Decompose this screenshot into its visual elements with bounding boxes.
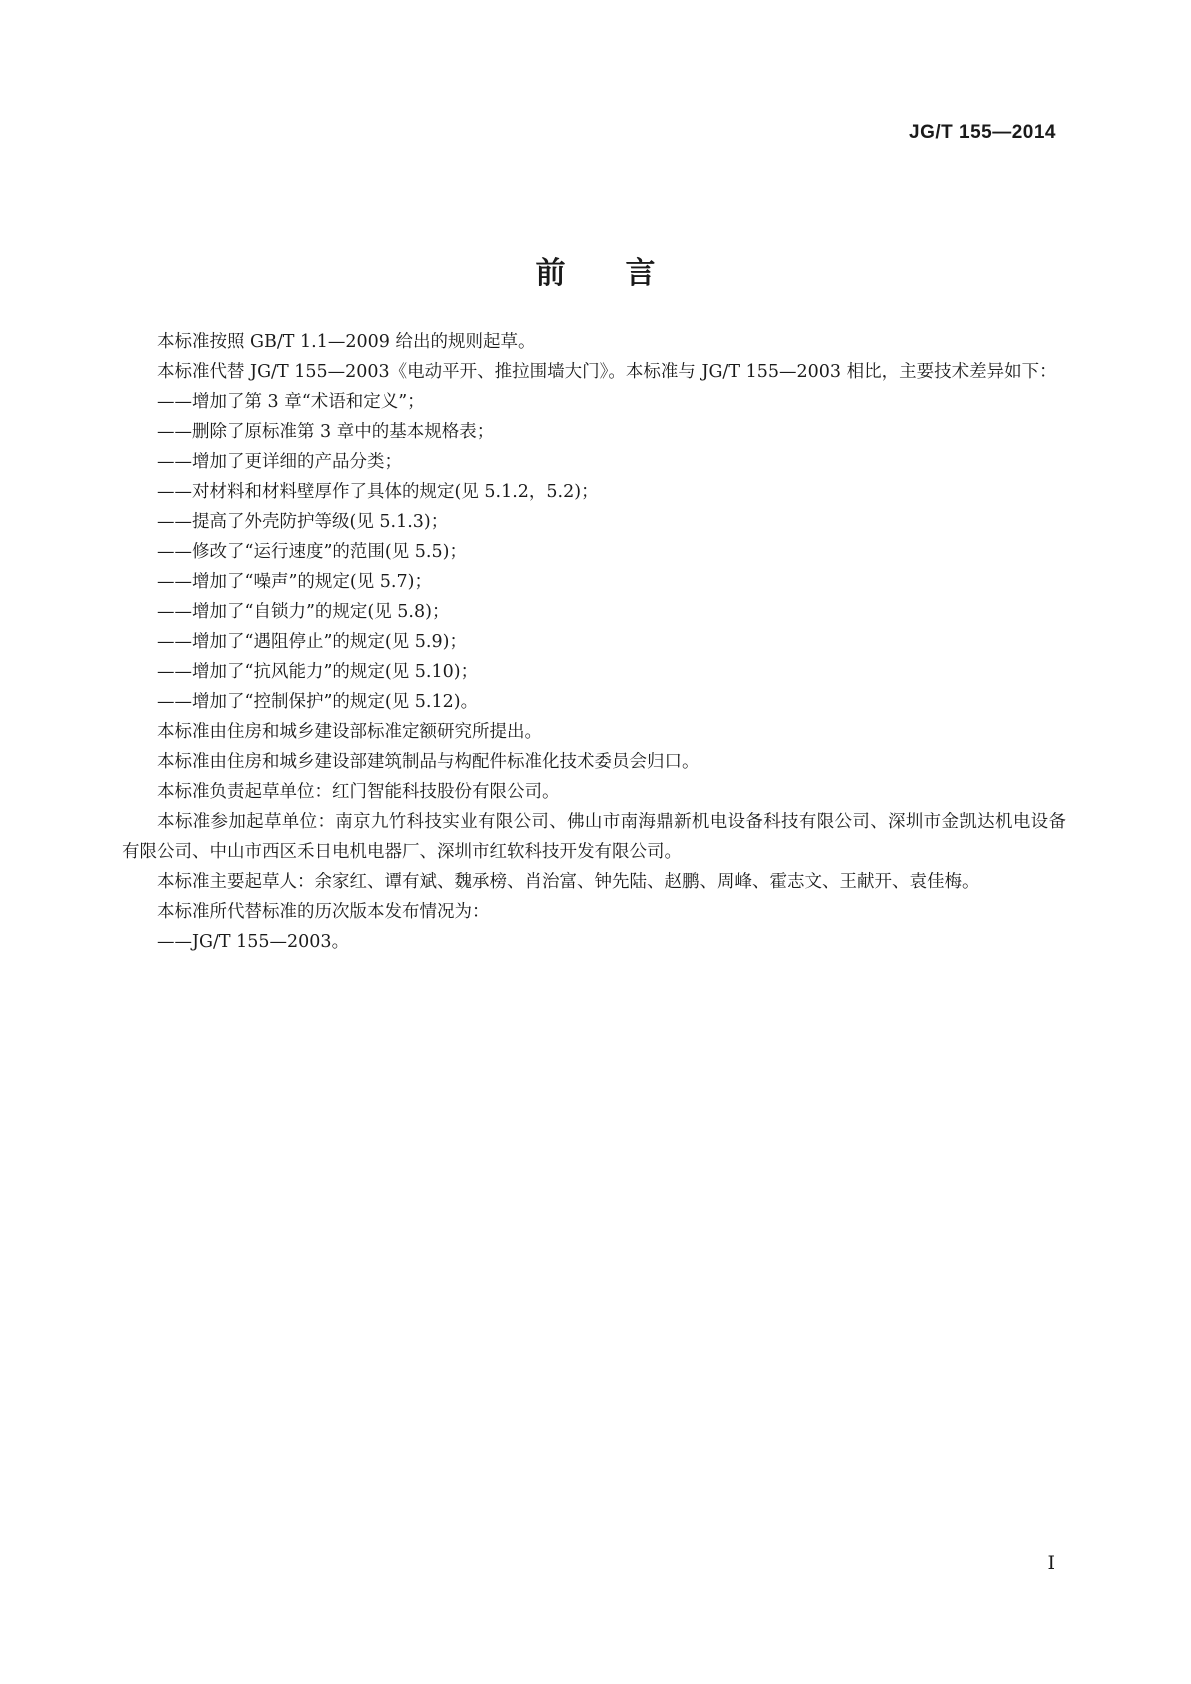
previous-version-item: ——JG/T 155—2003。 [157, 932, 350, 952]
standard-code: JG/T 155—2014 [909, 122, 1056, 143]
page-title: 前言 [535, 256, 716, 292]
paragraph-previous-versions-intro: 本标准所代替标准的历次版本发布情况为： [157, 902, 490, 922]
page-number: I [1047, 1552, 1055, 1574]
paragraph-participating-drafters: 本标准参加起草单位：南京九竹科技实业有限公司、佛山市南海鼎新机电设备科技有限公司、深圳市金凯达机电设备有限公司、中山市西区禾日电机电器厂、深圳市红软科技开发有限公司。 [122, 812, 1066, 862]
change-item: ——增加了“自锁力”的规定(见 5.8)； [157, 602, 450, 622]
change-item: ——增加了“遇阻停止”的规定(见 5.9)； [157, 632, 467, 652]
change-item: ——删除了原标准第 3 章中的基本规格表； [157, 422, 495, 442]
paragraph-lead-drafter: 本标准负责起草单位：红门智能科技股份有限公司。 [157, 782, 560, 802]
change-item: ——增加了更详细的产品分类； [157, 452, 402, 472]
change-item: ——对材料和材料壁厚作了具体的规定(见 5.1.2，5.2)； [157, 482, 599, 502]
change-item: ——增加了“控制保护”的规定(见 5.12)。 [157, 692, 479, 712]
paragraph-replacement: 本标准代替 JG/T 155—2003《电动平开、推拉围墙大门》。本标准与 JG/T 155—2003 相比，主要技术差异如下： [157, 362, 1057, 382]
paragraph-proposed-by: 本标准由住房和城乡建设部标准定额研究所提出。 [157, 722, 542, 742]
paragraph-managed-by: 本标准由住房和城乡建设部建筑制品与构配件标准化技术委员会归口。 [157, 752, 700, 772]
change-item: ——增加了“抗风能力”的规定(见 5.10)； [157, 662, 479, 682]
change-item: ——增加了第 3 章“术语和定义”； [157, 392, 425, 412]
foreword-body [122, 327, 1066, 957]
paragraph-drafting-rule: 本标准按照 GB/T 1.1—2009 给出的规则起草。 [157, 332, 536, 352]
change-item: ——提高了外壳防护等级(见 5.1.3)； [157, 512, 449, 532]
change-item: ——修改了“运行速度”的范围(见 5.5)； [157, 542, 467, 562]
paragraph-main-drafters: 本标准主要起草人：余家红、谭有斌、魏承榜、肖治富、钟先陆、赵鹏、周峰、霍志文、王献开、袁佳梅。 [157, 872, 980, 892]
change-item: ——增加了“噪声”的规定(见 5.7)； [157, 572, 432, 592]
change-list [122, 387, 1066, 717]
